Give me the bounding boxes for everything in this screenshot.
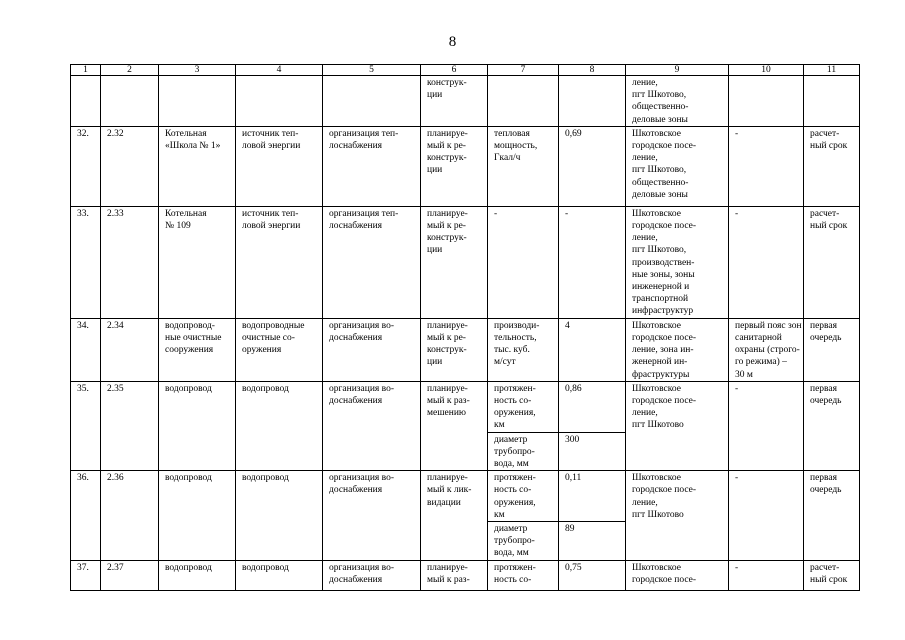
cell-line: ность со- xyxy=(494,485,532,496)
cell-line: - xyxy=(735,562,739,573)
cell-line: тельность, xyxy=(494,333,537,344)
cell-line: вода, мм xyxy=(494,459,529,470)
header-cell: 5 xyxy=(323,65,421,76)
table-row xyxy=(71,560,860,590)
cell-line: водопровод xyxy=(165,473,212,484)
cell-line: организация теп- xyxy=(329,128,399,139)
status-cell xyxy=(421,560,488,590)
cell-line: вода, мм xyxy=(494,548,529,559)
purpose-cell xyxy=(323,318,421,381)
object-type-cell xyxy=(236,206,323,318)
characteristic-cell xyxy=(488,206,559,318)
cell-line: 300 xyxy=(565,434,580,445)
purpose-cell xyxy=(323,471,421,560)
cell-line: лоснабжения xyxy=(329,141,383,152)
row-number-cell xyxy=(71,126,101,206)
characteristic-cell xyxy=(488,381,559,432)
cell-line: производи- xyxy=(494,320,540,331)
page-number: 8 xyxy=(448,34,457,50)
cell-line: планируе- xyxy=(427,473,468,484)
cell-line: диаметр xyxy=(494,524,528,535)
cell-line: мый к ре- xyxy=(427,221,466,232)
cell-line: км xyxy=(494,420,505,431)
cell-line: - xyxy=(494,208,498,219)
status-cell xyxy=(421,206,488,318)
cell-line: ление, xyxy=(632,233,658,244)
value-cell xyxy=(559,206,626,318)
cell-line: деловые зоны xyxy=(632,114,688,125)
table-cell xyxy=(559,76,626,127)
object-name-cell xyxy=(159,126,236,206)
cell-line: 0,11 xyxy=(565,473,582,484)
cell-line: доснабжения xyxy=(329,574,383,585)
term-cell xyxy=(804,471,860,560)
cell-line: ции xyxy=(427,165,443,176)
table-cell xyxy=(236,76,323,127)
cell-line: водопровод xyxy=(165,562,212,573)
cell-line: водопровод xyxy=(242,383,289,394)
cell-line: ление, xyxy=(632,78,658,88)
cell-line: санитарной xyxy=(735,333,782,344)
object-type-cell xyxy=(236,560,323,590)
characteristic-cell xyxy=(488,560,559,590)
row-number-cell xyxy=(71,471,101,560)
cell-line: видации xyxy=(427,497,461,508)
cell-line: ный срок xyxy=(810,141,848,152)
cell-line: 2.35 xyxy=(107,383,124,394)
table-row xyxy=(71,126,860,206)
characteristic-cell xyxy=(488,522,559,561)
cell-line: ции xyxy=(427,245,443,256)
cell-line: женерной ин- xyxy=(632,357,688,368)
characteristic-cell xyxy=(488,126,559,206)
header-cell: 2 xyxy=(101,65,159,76)
object-code-cell xyxy=(101,381,159,470)
cell-line: мый к раз- xyxy=(427,574,470,585)
cell-line: городское посе- xyxy=(632,396,697,407)
zone-cell xyxy=(729,126,804,206)
cell-line: ный срок xyxy=(810,221,848,232)
cell-line: конструк- xyxy=(427,153,467,164)
cell-line: планируе- xyxy=(427,128,468,139)
cell-line: 4 xyxy=(565,320,570,331)
cell-line: ность со- xyxy=(494,396,532,407)
cell-line: первая xyxy=(810,383,837,394)
cell-line: протяжен- xyxy=(494,562,536,573)
cell-line: водопровод xyxy=(242,473,289,484)
cell-line: № 109 xyxy=(165,221,191,232)
location-cell xyxy=(626,206,729,318)
cell-line: инженерной и xyxy=(632,282,690,293)
object-name-cell xyxy=(159,318,236,381)
cell-line: источник теп- xyxy=(242,208,299,219)
zone-cell xyxy=(729,206,804,318)
cell-line: 37. xyxy=(77,562,89,573)
table-cell xyxy=(729,76,804,127)
value-cell xyxy=(559,318,626,381)
header-cell: 8 xyxy=(559,65,626,76)
term-cell xyxy=(804,126,860,206)
cell-line: организация теп- xyxy=(329,208,399,219)
location-cell xyxy=(626,126,729,206)
row-number-cell xyxy=(71,206,101,318)
cell-line: городское посе- xyxy=(632,574,697,585)
status-cell xyxy=(421,471,488,560)
location-cell xyxy=(626,560,729,590)
cell-line: Шкотовское xyxy=(632,208,681,219)
object-name-cell xyxy=(159,206,236,318)
cell-line: трубопро- xyxy=(494,446,535,457)
zone-cell xyxy=(729,471,804,560)
cell-line: расчет- xyxy=(810,208,840,219)
cell-line: - xyxy=(735,383,739,394)
table-cell xyxy=(323,76,421,127)
table-cell xyxy=(804,76,860,127)
table-cell xyxy=(71,76,101,127)
cell-line: 2.32 xyxy=(107,128,124,139)
cell-line: мый к лик- xyxy=(427,485,472,496)
zone-cell xyxy=(729,560,804,590)
cell-line: ции xyxy=(427,90,443,101)
cell-line: тыс. куб. xyxy=(494,345,530,356)
status-cell xyxy=(421,126,488,206)
header-cell: 4 xyxy=(236,65,323,76)
cell-line: 33. xyxy=(77,208,89,219)
cell-line: 2.37 xyxy=(107,562,124,573)
cell-line: фраструктуры xyxy=(632,369,690,380)
cell-line: Шкотовское xyxy=(632,473,681,484)
cell-line: доснабжения xyxy=(329,485,383,496)
cell-line: планируе- xyxy=(427,562,468,573)
cell-line: 35. xyxy=(77,383,89,394)
cell-line: водопровод xyxy=(242,562,289,573)
value-cell xyxy=(559,381,626,432)
cell-line: Шкотовское xyxy=(632,128,681,139)
cell-line: ный срок xyxy=(810,574,848,585)
table-row xyxy=(71,206,860,318)
location-cell xyxy=(626,381,729,470)
zone-cell xyxy=(729,318,804,381)
zone-cell xyxy=(729,381,804,470)
cell-line: транспортной xyxy=(632,294,689,305)
purpose-cell xyxy=(323,126,421,206)
cell-line: лоснабжения xyxy=(329,221,383,232)
header-cell: 3 xyxy=(159,65,236,76)
cell-line: пгт Шкотово xyxy=(632,509,684,520)
cell-line: городское посе- xyxy=(632,333,697,344)
cell-line: ление, xyxy=(632,497,658,508)
cell-line: 2.36 xyxy=(107,473,124,484)
cell-line: 32. xyxy=(77,128,89,139)
cell-line: Котельная xyxy=(165,208,207,219)
cell-line: производствен- xyxy=(632,257,695,268)
cell-line: городское посе- xyxy=(632,141,697,152)
header-cell: 1 xyxy=(71,65,101,76)
row-number-cell xyxy=(71,381,101,470)
characteristic-cell xyxy=(488,318,559,381)
object-type-cell xyxy=(236,126,323,206)
cell-line: трубопро- xyxy=(494,536,535,547)
cell-line: протяжен- xyxy=(494,473,536,484)
cell-line: водопровод xyxy=(165,383,212,394)
object-code-cell xyxy=(101,318,159,381)
cell-line: пгт Шкотово, xyxy=(632,90,687,101)
table-body xyxy=(71,65,860,591)
cell-line: 0,75 xyxy=(565,562,582,573)
cell-line: расчет- xyxy=(810,128,840,139)
cell-line: 2.34 xyxy=(107,320,124,331)
column-number-header-row xyxy=(71,65,860,76)
cell-line: организация во- xyxy=(329,320,394,331)
cell-line: Шкотовское xyxy=(632,320,681,331)
cell-line: ление, xyxy=(632,153,658,164)
value-cell xyxy=(559,126,626,206)
document-table xyxy=(70,64,860,591)
table-cell xyxy=(626,76,729,127)
cell-line: - xyxy=(735,208,739,219)
cell-line: ловой энергии xyxy=(242,141,301,152)
cell-line: планируе- xyxy=(427,208,468,219)
cell-line: общественно- xyxy=(632,177,689,188)
header-cell: 10 xyxy=(729,65,804,76)
cell-line: Котельная xyxy=(165,128,207,139)
cell-line: диаметр xyxy=(494,434,528,445)
cell-line: расчет- xyxy=(810,562,840,573)
cell-line: городское посе- xyxy=(632,221,697,232)
cell-line: - xyxy=(735,128,739,139)
object-code-cell xyxy=(101,206,159,318)
table-cell xyxy=(488,76,559,127)
cell-line: планируе- xyxy=(427,383,468,394)
cell-line: организация во- xyxy=(329,383,394,394)
cell-line: инфраструктур xyxy=(632,306,694,317)
cell-line: организация во- xyxy=(329,562,394,573)
purpose-cell xyxy=(323,560,421,590)
cell-line: 2.33 xyxy=(107,208,124,219)
purpose-cell xyxy=(323,381,421,470)
cell-line: 36. xyxy=(77,473,89,484)
header-cell: 11 xyxy=(804,65,860,76)
cell-line: 30 м xyxy=(735,369,753,380)
object-code-cell xyxy=(101,126,159,206)
cell-line: 0,69 xyxy=(565,128,582,139)
cell-line: м/сут xyxy=(494,357,516,368)
cell-line: конструк- xyxy=(427,78,467,88)
object-type-cell xyxy=(236,381,323,470)
cell-line: оружения, xyxy=(494,408,536,419)
object-name-cell xyxy=(159,381,236,470)
cell-line: Гкал/ч xyxy=(494,153,521,164)
header-cell: 7 xyxy=(488,65,559,76)
cell-line: первый пояс зон xyxy=(735,320,802,331)
cell-line: первая xyxy=(810,473,837,484)
object-type-cell xyxy=(236,471,323,560)
cell-line: Шкотовское xyxy=(632,383,681,394)
cell-line: оружения xyxy=(242,345,282,356)
cell-line: источник теп- xyxy=(242,128,299,139)
table-row-continuation xyxy=(71,76,860,127)
cell-line: ность со- xyxy=(494,574,532,585)
cell-line: очередь xyxy=(810,396,842,407)
cell-line: деловые зоны xyxy=(632,189,688,200)
cell-line: км xyxy=(494,509,505,520)
row-number-cell xyxy=(71,318,101,381)
term-cell xyxy=(804,318,860,381)
cell-line: мый к раз- xyxy=(427,396,470,407)
cell-line: оружения, xyxy=(494,497,536,508)
cell-line: протяжен- xyxy=(494,383,536,394)
term-cell xyxy=(804,381,860,470)
cell-line: очередь xyxy=(810,333,842,344)
cell-line: пгт Шкотово, xyxy=(632,245,687,256)
cell-line: ции xyxy=(427,357,443,368)
cell-line: ление, зона ин- xyxy=(632,345,694,356)
value-cell xyxy=(559,560,626,590)
cell-line: пгт Шкотово, xyxy=(632,165,687,176)
value-cell xyxy=(559,432,626,471)
table-cell xyxy=(101,76,159,127)
object-name-cell xyxy=(159,471,236,560)
cell-line: Шкотовское xyxy=(632,562,681,573)
value-cell xyxy=(559,522,626,561)
cell-line: «Школа № 1» xyxy=(165,141,221,152)
cell-line: ление, xyxy=(632,408,658,419)
cell-line: конструк- xyxy=(427,345,467,356)
cell-line: организация во- xyxy=(329,473,394,484)
cell-line: очистные со- xyxy=(242,333,295,344)
cell-line: доснабжения xyxy=(329,333,383,344)
cell-line: - xyxy=(565,208,569,219)
table-row xyxy=(71,381,860,432)
characteristic-cell xyxy=(488,432,559,471)
cell-line: ловой энергии xyxy=(242,221,301,232)
table-row xyxy=(71,318,860,381)
cell-line: первая xyxy=(810,320,837,331)
cell-line: общественно- xyxy=(632,102,689,113)
purpose-cell xyxy=(323,206,421,318)
cell-line: конструк- xyxy=(427,233,467,244)
cell-line: ные очистные xyxy=(165,333,222,344)
object-code-cell xyxy=(101,471,159,560)
cell-line: городское посе- xyxy=(632,485,697,496)
value-cell xyxy=(559,471,626,522)
header-cell: 9 xyxy=(626,65,729,76)
term-cell xyxy=(804,560,860,590)
table-cell xyxy=(159,76,236,127)
table-cell xyxy=(421,76,488,127)
cell-line: доснабжения xyxy=(329,396,383,407)
status-cell xyxy=(421,318,488,381)
cell-line: водопроводные xyxy=(242,320,305,331)
table-row xyxy=(71,471,860,522)
cell-line: 0,86 xyxy=(565,383,582,394)
cell-line: мешению xyxy=(427,408,467,419)
cell-line: очередь xyxy=(810,485,842,496)
cell-line: - xyxy=(735,473,739,484)
cell-line: охраны (строго- xyxy=(735,345,800,356)
header-cell: 6 xyxy=(421,65,488,76)
cell-line: 89 xyxy=(565,524,575,535)
cell-line: планируе- xyxy=(427,320,468,331)
cell-line: пгт Шкотово xyxy=(632,420,684,431)
location-cell xyxy=(626,471,729,560)
object-code-cell xyxy=(101,560,159,590)
object-name-cell xyxy=(159,560,236,590)
cell-line: мый к ре- xyxy=(427,333,466,344)
status-cell xyxy=(421,381,488,470)
cell-line: сооружения xyxy=(165,345,214,356)
cell-line: тепловая xyxy=(494,128,530,139)
row-number-cell xyxy=(71,560,101,590)
object-type-cell xyxy=(236,318,323,381)
cell-line: мощность, xyxy=(494,141,538,152)
cell-line: го режима) – xyxy=(735,357,787,368)
location-cell xyxy=(626,318,729,381)
term-cell xyxy=(804,206,860,318)
cell-line: ные зоны, зоны xyxy=(632,269,695,280)
cell-line: мый к ре- xyxy=(427,141,466,152)
characteristic-cell xyxy=(488,471,559,522)
cell-line: водопровод- xyxy=(165,320,215,331)
cell-line: 34. xyxy=(77,320,89,331)
